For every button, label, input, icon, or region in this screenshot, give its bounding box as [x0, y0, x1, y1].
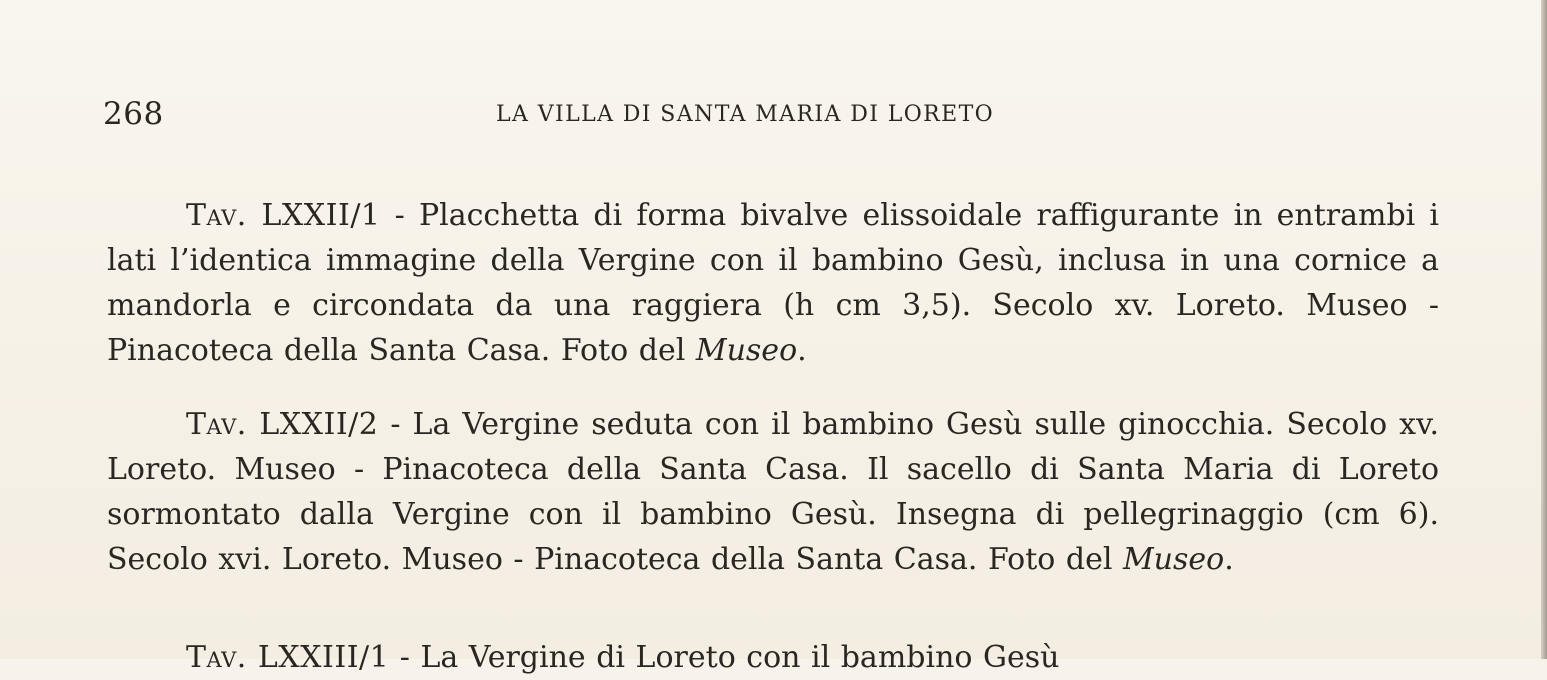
page-number: 268 — [103, 96, 164, 132]
caption-paragraph — [107, 402, 1439, 582]
running-header: LA VILLA DI SANTA MARIA DI LORETO — [496, 102, 995, 127]
italic-source: Museo — [1122, 542, 1225, 577]
caption-punctuation: . — [797, 333, 807, 368]
plate-label: Tav. LXXIII/1 — [186, 640, 390, 675]
caption-punctuation: . — [1224, 542, 1234, 577]
italic-source: Museo — [695, 333, 798, 368]
page-edge-shadow — [1541, 0, 1547, 659]
caption-text: - Placchetta di forma bivalve elissoidale raffigurante in entrambi i lati l’identica immagine della Vergine con il bambino Gesù, inclusa in una cornice a mandorla e circondata da una raggiera (h cm 3,5). Secolo xv. Loreto. Museo - Pinacoteca della Santa Casa. Foto del — [107, 198, 1439, 368]
plate-label: Tav. LXXII/1 — [186, 198, 381, 233]
caption-paragraph-partial — [107, 635, 1439, 680]
caption-text: - La Vergine di Loreto con il bambino Gesù — [389, 640, 1060, 675]
plate-label: Tav. LXXII/2 — [186, 407, 379, 442]
caption-text: - La Vergine seduta con il bambino Gesù sulle ginocchia. Secolo xv. Loreto. Museo - Pinacoteca della Santa Casa. Il sacello di Santa Maria di Loreto sormontato dalla Vergine con il bambino Gesù. Insegna di pellegrinaggio (cm 6). Secolo xvi. Loreto. Museo - Pinacoteca della Santa Casa. Foto del — [107, 407, 1439, 577]
caption-paragraph — [107, 193, 1439, 373]
